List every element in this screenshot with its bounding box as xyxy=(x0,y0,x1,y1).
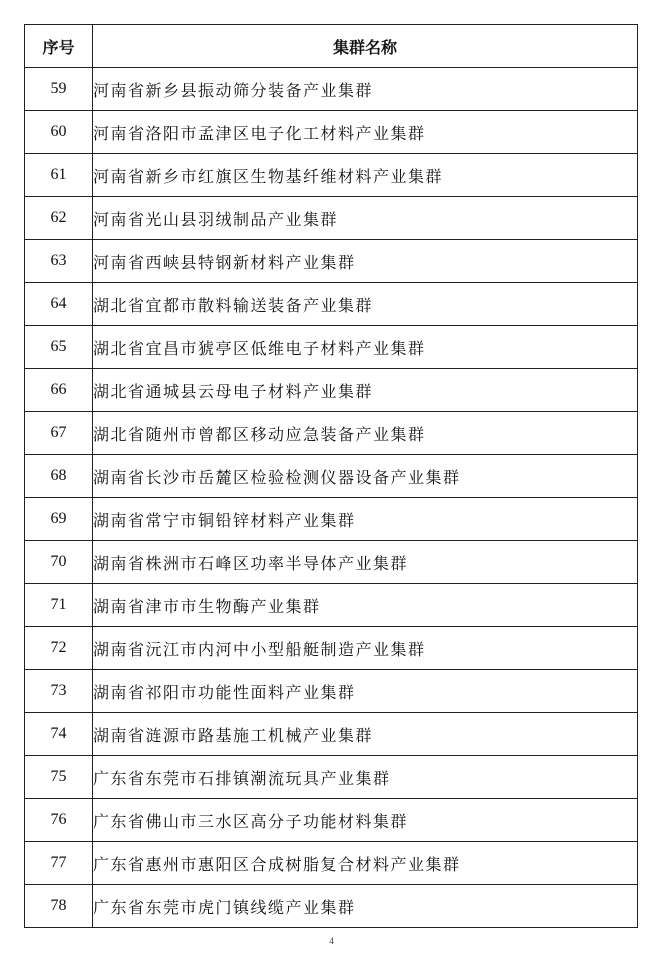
cluster-name: 广东省东莞市虎门镇线缆产业集群 xyxy=(93,885,638,928)
row-number: 65 xyxy=(25,326,93,369)
row-number: 75 xyxy=(25,756,93,799)
table-body xyxy=(25,68,638,928)
row-number: 72 xyxy=(25,627,93,670)
cluster-name: 湖南省长沙市岳麓区检验检测仪器设备产业集群 xyxy=(93,455,638,498)
header-number: 序号 xyxy=(25,25,93,68)
table-row xyxy=(25,326,638,369)
cluster-name: 湖南省常宁市铜铅锌材料产业集群 xyxy=(93,498,638,541)
cluster-name: 湖北省宜昌市猇亭区低维电子材料产业集群 xyxy=(93,326,638,369)
page-number: 4 xyxy=(329,936,334,946)
row-number: 77 xyxy=(25,842,93,885)
table-row xyxy=(25,842,638,885)
row-number: 64 xyxy=(25,283,93,326)
cluster-name: 河南省洛阳市孟津区电子化工材料产业集群 xyxy=(93,111,638,154)
table-row xyxy=(25,455,638,498)
table-row xyxy=(25,498,638,541)
row-number: 73 xyxy=(25,670,93,713)
table-row xyxy=(25,111,638,154)
cluster-name: 湖北省通城县云母电子材料产业集群 xyxy=(93,369,638,412)
table-row xyxy=(25,369,638,412)
table-row xyxy=(25,283,638,326)
row-number: 63 xyxy=(25,240,93,283)
cluster-name: 河南省新乡县振动筛分装备产业集群 xyxy=(93,68,638,111)
cluster-name: 河南省光山县羽绒制品产业集群 xyxy=(93,197,638,240)
row-number: 69 xyxy=(25,498,93,541)
row-number: 76 xyxy=(25,799,93,842)
row-number: 78 xyxy=(25,885,93,928)
row-number: 60 xyxy=(25,111,93,154)
table-row xyxy=(25,68,638,111)
table-header xyxy=(25,25,638,68)
cluster-name: 湖南省涟源市路基施工机械产业集群 xyxy=(93,713,638,756)
cluster-name: 湖南省沅江市内河中小型船艇制造产业集群 xyxy=(93,627,638,670)
table-row xyxy=(25,541,638,584)
cluster-name: 湖南省株洲市石峰区功率半导体产业集群 xyxy=(93,541,638,584)
table-row xyxy=(25,584,638,627)
row-number: 67 xyxy=(25,412,93,455)
table-row xyxy=(25,670,638,713)
table-header-row xyxy=(25,25,638,68)
table-row xyxy=(25,756,638,799)
row-number: 71 xyxy=(25,584,93,627)
row-number: 74 xyxy=(25,713,93,756)
row-number: 61 xyxy=(25,154,93,197)
row-number: 62 xyxy=(25,197,93,240)
header-name: 集群名称 xyxy=(93,25,638,68)
cluster-name: 广东省东莞市石排镇潮流玩具产业集群 xyxy=(93,756,638,799)
table-row xyxy=(25,197,638,240)
table-row xyxy=(25,154,638,197)
cluster-name: 河南省西峡县特钢新材料产业集群 xyxy=(93,240,638,283)
cluster-name: 湖北省宜都市散料输送装备产业集群 xyxy=(93,283,638,326)
table-row xyxy=(25,713,638,756)
cluster-name: 河南省新乡市红旗区生物基纤维材料产业集群 xyxy=(93,154,638,197)
cluster-name: 湖南省祁阳市功能性面料产业集群 xyxy=(93,670,638,713)
table-row xyxy=(25,627,638,670)
table-row xyxy=(25,885,638,928)
row-number: 66 xyxy=(25,369,93,412)
table-row xyxy=(25,412,638,455)
row-number: 70 xyxy=(25,541,93,584)
cluster-name: 湖北省随州市曾都区移动应急装备产业集群 xyxy=(93,412,638,455)
table-row xyxy=(25,799,638,842)
cluster-name: 广东省佛山市三水区高分子功能材料集群 xyxy=(93,799,638,842)
cluster-name: 湖南省津市市生物酶产业集群 xyxy=(93,584,638,627)
table-row xyxy=(25,240,638,283)
row-number: 59 xyxy=(25,68,93,111)
cluster-name: 广东省惠州市惠阳区合成树脂复合材料产业集群 xyxy=(93,842,638,885)
row-number: 68 xyxy=(25,455,93,498)
cluster-list-table xyxy=(24,24,638,928)
